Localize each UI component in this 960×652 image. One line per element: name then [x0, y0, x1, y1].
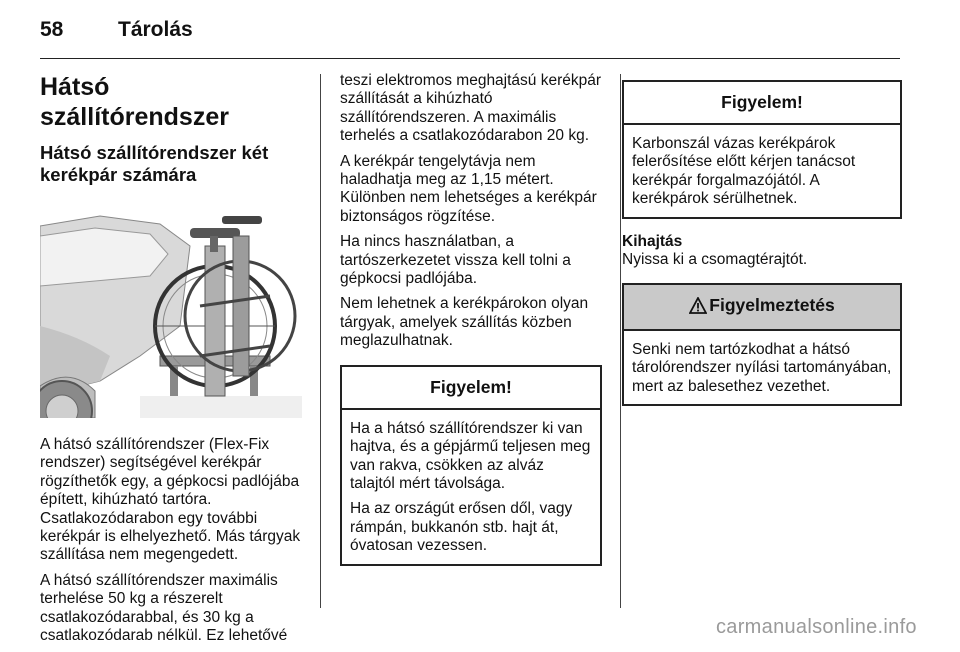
warning-text: Senki nem tartózkodhat a hátsó tárolórendszer nyílási tartományában, mert az balesethez vezethet.	[632, 341, 892, 395]
kihajtas-heading: Kihajtás	[622, 232, 683, 250]
paragraph: A hátsó szállítórendszer maximális terhelése 50 kg a részerelt csatlakozódarabbal, és 30 kg a csatlakozódarab nélkül. Ez lehetővé	[40, 571, 288, 645]
paragraph: A hátsó szállítórendszer (Flex-Fix rendszer) segítségével kerékpár rögzíthetők egy, a gépkocsi padlójába épített, kihúzható tartóra. Csatlakozódarabon egy további kerékpár is elhelyezhető. Más tárgyak szállítása nem megengedett.	[40, 436, 301, 564]
bike-carrier-illustration	[40, 206, 302, 418]
warning-box	[622, 283, 902, 406]
header-divider	[40, 58, 900, 59]
column-divider-1	[320, 74, 321, 608]
kihajtas-text: Nyissa ki a csomagtérajtót.	[622, 250, 808, 268]
paragraph: Nem lehetnek a kerékpárokon olyan tárgyak, amelyek szállítás közben meglazulhatnak.	[340, 295, 589, 350]
warning-triangle-icon	[689, 297, 707, 319]
paragraph: Ha nincs használatban, a tartószerkezetet vissza kell tolni a gépkocsi padlójába.	[340, 233, 571, 288]
caution-title: Figyelem!	[342, 367, 600, 410]
warning-title: Figyelmeztetés	[709, 295, 835, 316]
warning-header	[624, 285, 900, 331]
caution-text: Ha az országút erősen dől, vagy rámpán, bukkanón stb. hajt át, óvatosan vezessen.	[350, 500, 573, 555]
caution-text: Karbonszál vázas kerékpárok felerősítése előtt kérjen tanácsot kerékpár forgalmazójától. A kerékpárok sérülhetnek.	[632, 135, 856, 208]
column-3	[622, 80, 902, 406]
caution-box	[340, 365, 602, 566]
watermark: carmanualsonline.info	[716, 616, 917, 638]
column-2	[340, 72, 602, 566]
caution-text: Ha a hátsó szállítórendszer ki van hajtva, és a gépjármű teljesen meg van rakva, csökken az alváz talajtól mért távolsága.	[350, 419, 591, 492]
sub-title: Hátsó szállítórendszer két kerékpár számára	[40, 142, 269, 185]
page-header-title: Tárolás	[118, 18, 193, 41]
paragraph: A kerékpár tengelytávja nem haladhatja meg az 1,15 métert. Különben nem lehetséges a kerékpár biztonságos rögzítése.	[340, 152, 597, 225]
page-number: 58	[40, 18, 64, 41]
column-1	[40, 72, 304, 652]
column-divider-2	[620, 74, 621, 608]
caution-box	[622, 80, 902, 219]
section-title: Hátsó szállítórendszer	[40, 73, 229, 131]
paragraph: teszi elektromos meghajtású kerékpár szállítását a kihúzható szállítórendszeren. A maximális terhelés a csatlakozódarabon 20 kg.	[340, 72, 602, 145]
caution-title: Figyelem!	[624, 82, 900, 125]
